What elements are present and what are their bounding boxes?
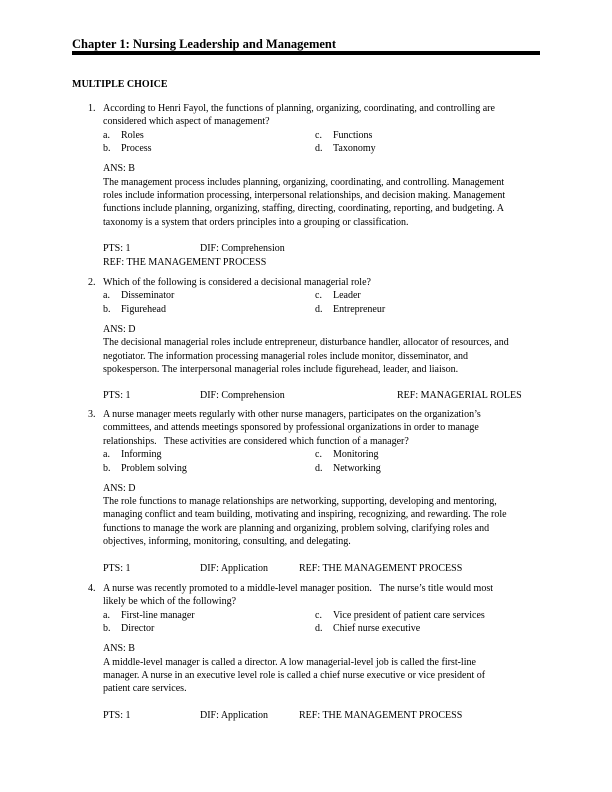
option-c	[315, 129, 525, 142]
stem-line: relationships. These activities are considered which function of a manager?	[103, 435, 409, 447]
rationale	[103, 176, 553, 230]
option-letter: a.	[103, 290, 110, 302]
option-text: Informing	[121, 449, 162, 461]
option-c	[315, 609, 525, 622]
option-letter: c.	[315, 290, 322, 302]
option-c	[315, 289, 525, 302]
option-letter: b.	[103, 623, 111, 635]
question-number: 4.	[88, 583, 96, 594]
answer-options	[103, 289, 553, 316]
option-d	[315, 303, 525, 316]
rationale-line: negotiator. The information processing managerial roles include monitor, disseminator, and	[103, 350, 469, 362]
option-letter: a.	[103, 609, 110, 621]
option-text: Leader	[333, 290, 361, 302]
option-text: Director	[121, 623, 155, 635]
option-letter: d.	[315, 623, 323, 635]
option-text: First-line manager	[121, 609, 195, 621]
stem-line: Which of the following is considered a decisional managerial role?	[103, 277, 371, 288]
rationale-line: roles include information processing, interpersonal relationships, and decision making. Management	[103, 189, 506, 201]
question-meta	[103, 562, 553, 575]
option-text: Vice president of patient care services	[333, 609, 485, 621]
question-number: 1.	[88, 103, 96, 114]
option-text: Functions	[333, 129, 373, 141]
option-a	[103, 448, 315, 461]
option-d	[315, 622, 525, 635]
rationale-line: The management process includes planning, organizing, coordinating, and controlling. Management	[103, 176, 505, 188]
question-4	[88, 582, 556, 722]
option-a	[103, 129, 315, 142]
option-b	[103, 462, 315, 475]
rationale	[103, 495, 553, 549]
option-letter: c.	[315, 609, 322, 621]
question-meta	[103, 242, 553, 255]
question-stem	[103, 582, 553, 609]
option-text: Networking	[333, 462, 381, 474]
question-number: 2.	[88, 277, 96, 288]
question-stem	[103, 276, 553, 289]
option-text: Chief nurse executive	[333, 623, 421, 635]
question-stem	[103, 408, 553, 448]
option-text: Process	[121, 143, 152, 155]
points: PTS: 1	[103, 709, 131, 721]
reference: REF: MANAGERIAL ROLES	[397, 390, 522, 402]
option-letter: b.	[103, 462, 111, 474]
option-d	[315, 462, 525, 475]
stem-line: considered which aspect of management?	[103, 116, 270, 128]
option-letter: a.	[103, 449, 110, 461]
option-text: Monitoring	[333, 449, 379, 461]
answer-key: ANS: D	[103, 323, 136, 335]
reference: REF: THE MANAGEMENT PROCESS	[299, 562, 463, 574]
difficulty: DIF: Application	[200, 562, 269, 574]
rationale-line: functions include planning, organizing, staffing, directing, coordinating, reporting, and budgeting. A	[103, 203, 504, 215]
question-2	[88, 276, 556, 403]
question-meta	[103, 709, 553, 722]
question-stem	[103, 102, 553, 129]
option-a	[103, 609, 315, 622]
option-d	[315, 142, 525, 155]
answer-options	[103, 129, 553, 156]
option-a	[103, 289, 315, 302]
points: PTS: 1	[103, 243, 131, 255]
title-divider	[72, 51, 540, 55]
points: PTS: 1	[103, 390, 131, 402]
answer-options	[103, 609, 553, 636]
option-c	[315, 448, 525, 461]
option-b	[103, 142, 315, 155]
stem-line: According to Henri Fayol, the functions of planning, organizing, coordinating, and controlling are	[103, 103, 495, 114]
rationale-line: manager. A nurse in an executive level role is called a chief nurse executive or vice president of	[103, 669, 486, 681]
question-3	[88, 408, 556, 575]
rationale-line: taxonomy is a system that orders principles into a grouping or classification.	[103, 216, 409, 228]
option-text: Figurehead	[121, 303, 166, 315]
option-text: Taxonomy	[333, 143, 376, 155]
option-text: Entrepreneur	[333, 303, 386, 315]
rationale-line: spokesperson. The interpersonal managerial roles include figurehead, leader, and liaison.	[103, 363, 459, 375]
option-text: Roles	[121, 129, 144, 141]
points: PTS: 1	[103, 562, 131, 574]
rationale-line: The decisional managerial roles include entrepreneur, disturbance handler, allocator of resources, and	[103, 337, 509, 349]
option-letter: d.	[315, 303, 323, 315]
option-letter: c.	[315, 449, 322, 461]
difficulty: DIF: Comprehension	[200, 390, 285, 402]
option-letter: c.	[315, 129, 322, 141]
section-heading: MULTIPLE CHOICE	[72, 79, 168, 90]
rationale-line: A middle-level manager is called a director. A low managerial-level job is called the first-line	[103, 656, 476, 668]
stem-line: A nurse manager meets regularly with other nurse managers, participates on the organization’s	[103, 409, 481, 420]
reference: REF: THE MANAGEMENT PROCESS	[299, 709, 463, 721]
option-letter: d.	[315, 143, 323, 155]
option-letter: d.	[315, 462, 323, 474]
stem-line: A nurse was recently promoted to a middle-level manager position. The nurse’s title would most	[103, 583, 494, 594]
answer-key: ANS: B	[103, 643, 135, 655]
rationale-line: managing conflict and team building, motivating and inspiring, recognizing, and rewarding. The role	[103, 509, 507, 521]
difficulty: DIF: Comprehension	[200, 243, 285, 255]
rationale-line: objectives, informing, monitoring, consulting, and delegating.	[103, 536, 351, 548]
rationale-line: functions to manage the work are planning and organizing, problem solving, clarifying roles and	[103, 522, 490, 534]
option-text: Problem solving	[121, 462, 187, 474]
rationale-line: patient care services.	[103, 683, 187, 695]
answer-key: ANS: B	[103, 163, 135, 175]
option-letter: b.	[103, 303, 111, 315]
question-meta	[103, 389, 553, 402]
answer-options	[103, 448, 553, 475]
option-b	[103, 622, 315, 635]
answer-key: ANS: D	[103, 482, 136, 494]
option-text: Disseminator	[121, 290, 175, 302]
reference: REF: THE MANAGEMENT PROCESS	[103, 256, 267, 268]
rationale	[103, 336, 553, 376]
question-1	[88, 102, 556, 269]
option-letter: a.	[103, 129, 110, 141]
difficulty: DIF: Application	[200, 709, 269, 721]
rationale-line: The role functions to manage relationships are networking, supporting, developing and mentoring,	[103, 495, 497, 507]
option-b	[103, 303, 315, 316]
stem-line: likely be which of the following?	[103, 596, 237, 608]
stem-line: committees, and attends meetings sponsored by professional organizations in order to manage	[103, 422, 479, 434]
rationale	[103, 656, 553, 696]
chapter-title: Chapter 1: Nursing Leadership and Management	[72, 37, 337, 51]
question-number: 3.	[88, 409, 96, 420]
question-ref	[103, 256, 553, 269]
option-letter: b.	[103, 143, 111, 155]
